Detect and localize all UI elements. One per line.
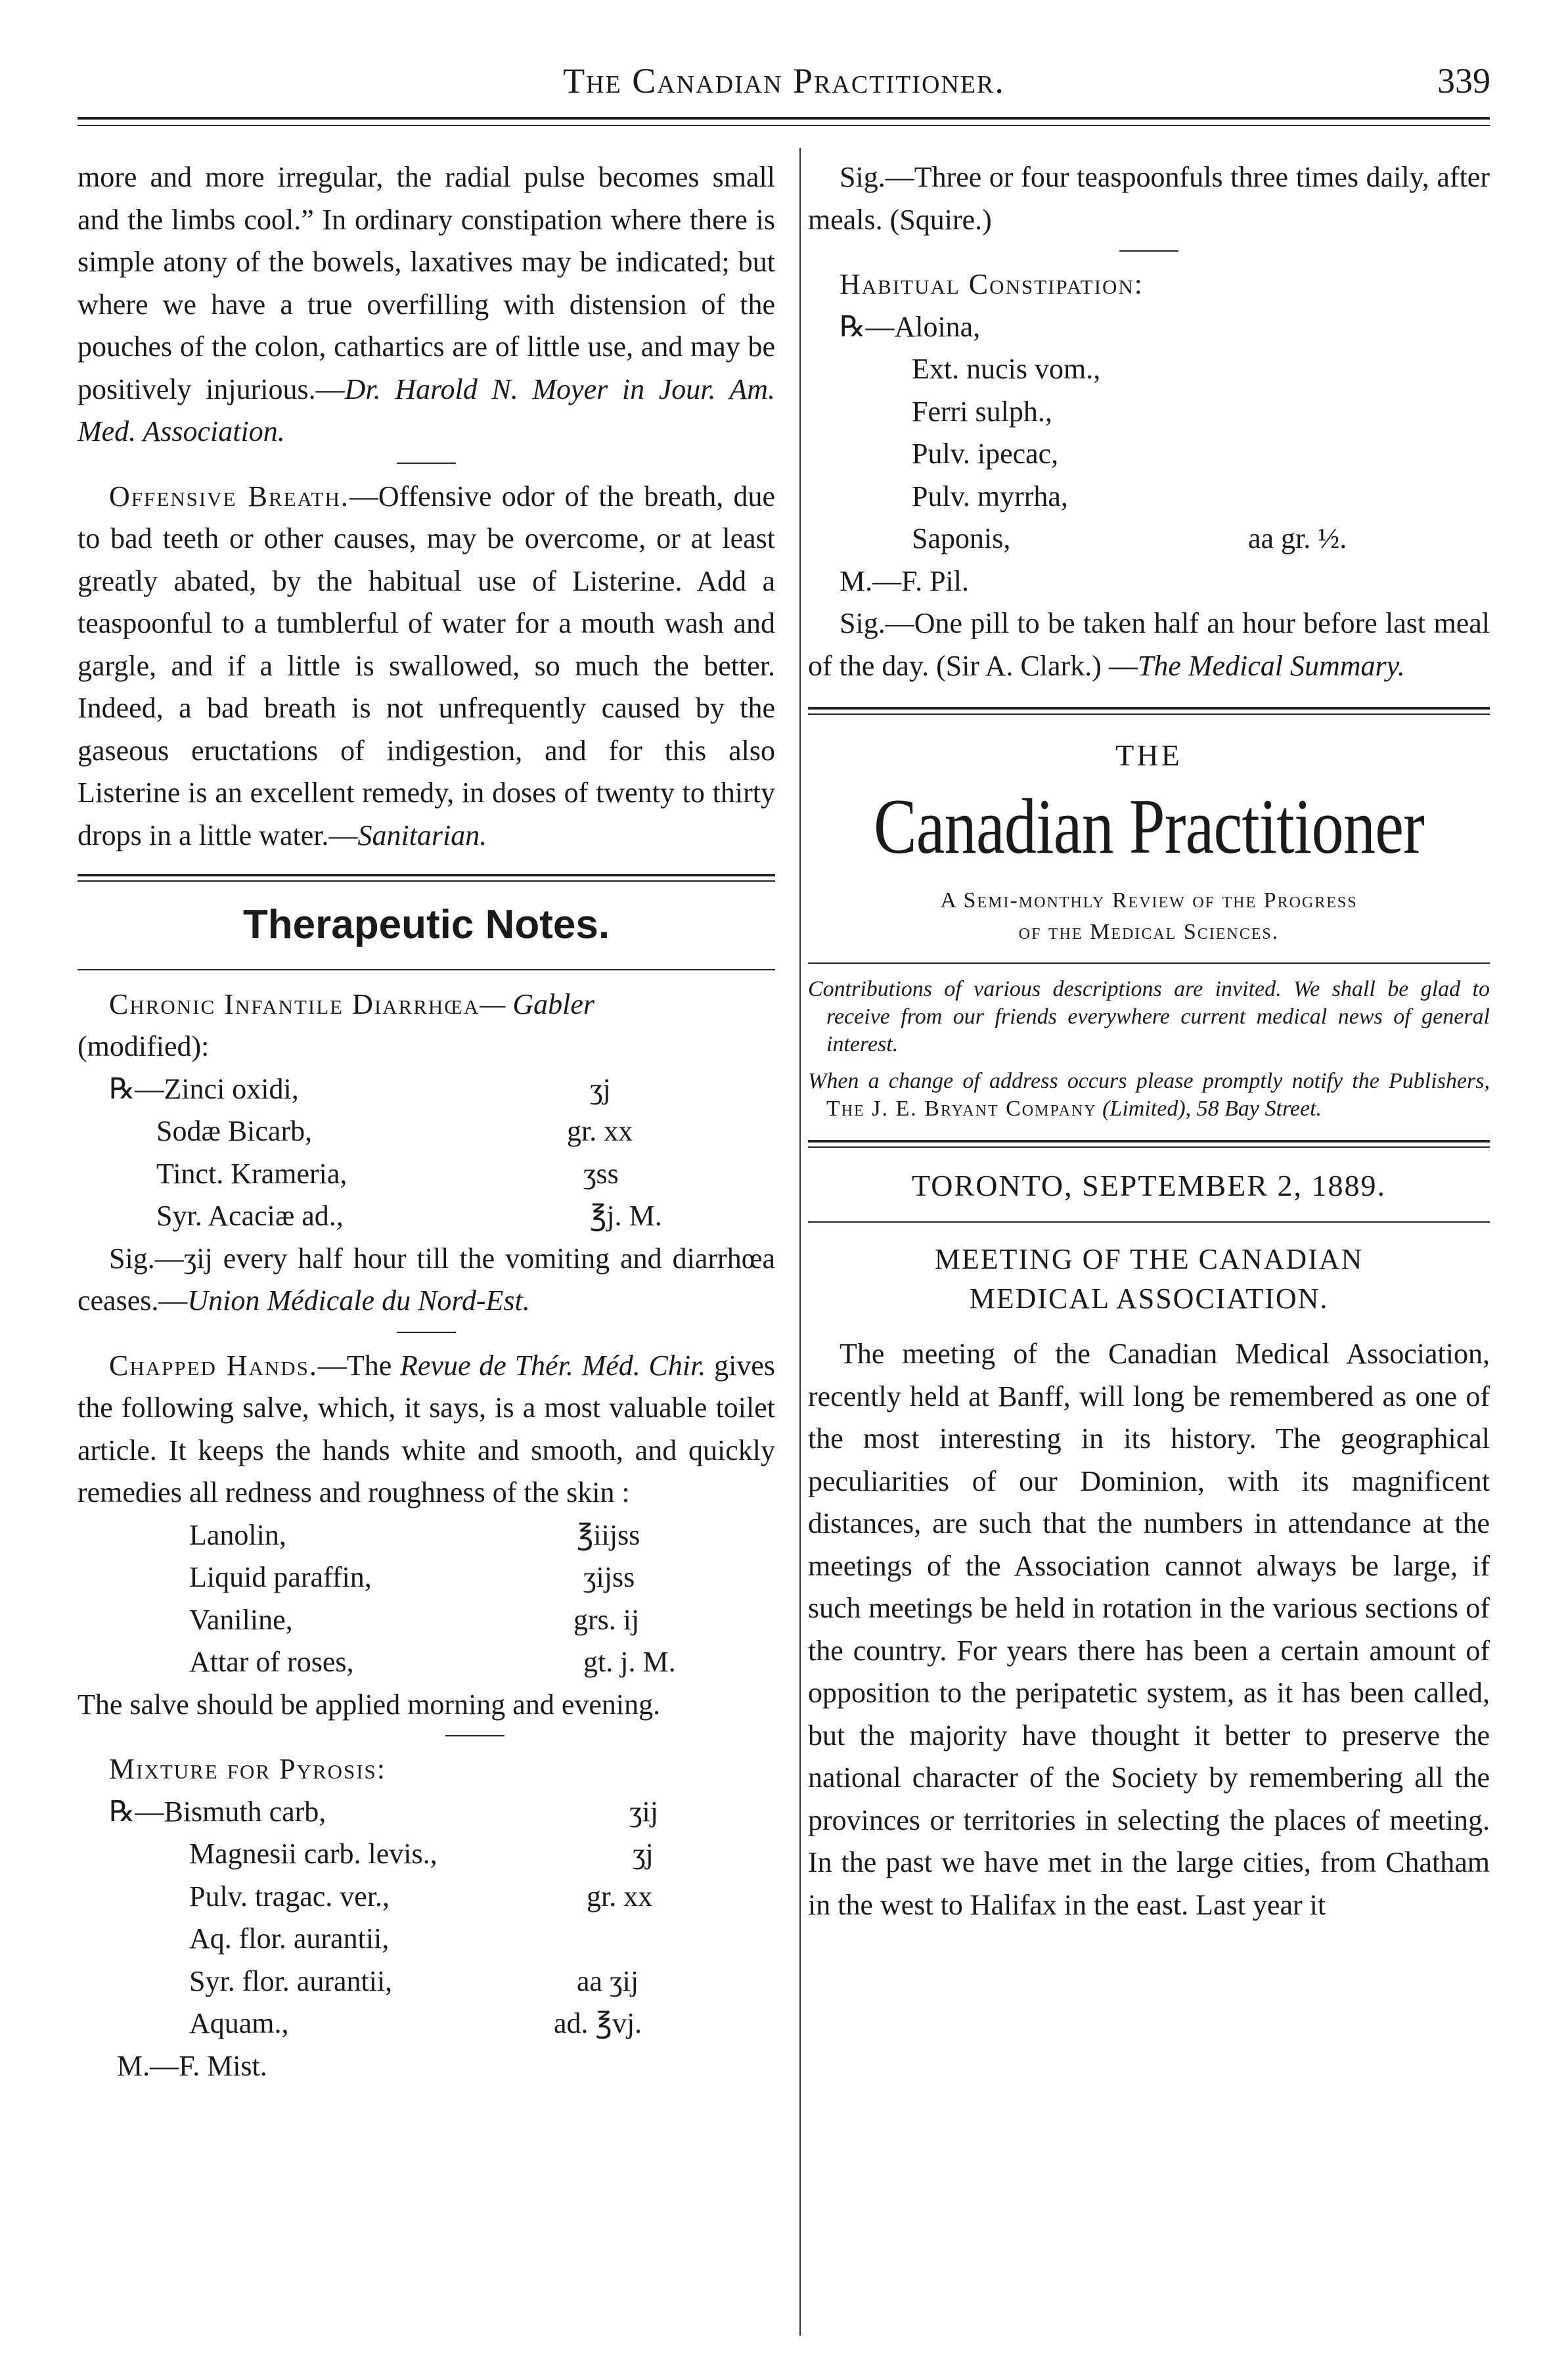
section-rule: [78, 874, 775, 876]
ingredient: Lanolin,: [189, 1518, 286, 1551]
diarrhoea-modified: (modified):: [78, 1030, 210, 1062]
page-number: 339: [1437, 61, 1490, 101]
prescription-line: [808, 476, 1490, 518]
ingredient: Pulv. ipecac,: [912, 438, 1059, 470]
paragraph-chapped-hands: [78, 1345, 775, 1514]
masthead-subtitle-1: A Semi-monthly Review of the Progress: [940, 888, 1358, 913]
prescription-line: [808, 518, 1490, 560]
source-citation: Dr. Harold N. Moyer in Jour. Am. Med. Association.: [78, 373, 775, 447]
prescription-line: [808, 348, 1490, 391]
quantity: ʒij: [629, 1795, 658, 1828]
paragraph-text: —Offensive odor of the breath, due to bad teeth or other causes, may be overcome, or at least greatly abated, by the habitual use of Listerine. Add a teaspoonful to a tumblerful of water for a mouth wash and gargle, and if a little is swallowed, so much the better. Indeed, a bad breath is not unfrequently caused by the gaseous eructations of indigestion, and for this also Listerine is an excellent remedy, in doses of twenty to thirty drops in a little water.—: [78, 480, 776, 851]
ingredient: Sodæ Bicarb,: [156, 1115, 313, 1147]
prescription-habitual: [808, 306, 1490, 603]
prescription-line: [78, 2045, 775, 2088]
paragraph-constipation: [78, 156, 775, 453]
quantity: ʒijss: [583, 1561, 635, 1593]
masthead-the: THE: [1115, 738, 1182, 772]
section-title: Therapeutic Notes.: [242, 902, 610, 947]
prescription-hands: [78, 1514, 775, 1684]
quantity: gr. xx: [587, 1880, 653, 1913]
article-title-line: MEETING OF THE CANADIAN: [934, 1243, 1364, 1275]
masthead-subtitle-2: of the Medical Sciences.: [1018, 919, 1280, 944]
prescription-line: [808, 306, 1490, 349]
prescription-line: [78, 1514, 775, 1557]
paragraph-text: —The: [317, 1349, 401, 1382]
author: — Gabler: [480, 987, 595, 1020]
prescription-line: [78, 1195, 775, 1238]
header-rule-bottom: [78, 125, 1490, 126]
quantity: gt. j. M.: [583, 1646, 676, 1678]
ingredient: ℞—Bismuth carb,: [109, 1795, 326, 1828]
prescription-line: [78, 1876, 775, 1918]
quantity: ʒj: [633, 1838, 654, 1870]
paragraph-offensive-breath: [78, 476, 775, 857]
prescription-pyrosis: [78, 1791, 775, 2088]
prescription-line: [808, 560, 1490, 603]
masthead-rule-thin: [808, 713, 1490, 715]
hands-after: The salve should be applied morning and evening.: [78, 1688, 661, 1721]
prescription-line: [78, 1110, 775, 1153]
prescription-line: [78, 1599, 775, 1642]
left-column: [78, 156, 775, 2087]
source-citation: Sanitarian.: [357, 819, 487, 851]
masthead-title: Canadian Practitioner: [873, 782, 1425, 870]
ingredient: Aq. flor. aurantii,: [189, 1922, 390, 1955]
paragraph-text: Sig.—One pill to be taken half an hour before last meal of the day. (Sir A. Clark.) —: [808, 607, 1490, 682]
prescription-line: [78, 1918, 775, 1960]
dateline-rule-thin: [808, 1146, 1490, 1148]
journal-title: The Canadian Practitioner.: [563, 61, 1005, 101]
notice-text: When a change of address occurs please promptly notify the Publishers,: [808, 1068, 1490, 1093]
prescription-line: [78, 1068, 775, 1111]
dateline-rule-below: [808, 1221, 1490, 1223]
ingredient: Pulv. tragac. ver.,: [189, 1880, 390, 1913]
paragraph-text: Sig.—ʒij every half hour till the vomiting and diarrhœa ceases.—: [78, 1242, 775, 1317]
section-rule-thin: [78, 880, 775, 882]
quantity: ℥iijss: [577, 1518, 640, 1551]
diarrhoea-sig: [78, 1238, 775, 1323]
diarrhoea-heading: [78, 984, 775, 1026]
separator: [397, 463, 456, 464]
item-heading: Chronic Infantile Diarrhœa: [109, 987, 480, 1020]
prescription-line: [78, 1556, 775, 1599]
pyrosis-sig: Sig.—Three or four teaspoonfuls three times daily, after meals. (Squire.): [808, 161, 1490, 236]
quantity: aa ʒij: [577, 1964, 639, 1997]
paragraph-text: gives the following salve, which, it says, is a most valuable toilet article. It keeps the hands white and smooth, and quickly remedies all redness and roughness of the skin :: [78, 1349, 775, 1508]
article-body: The meeting of the Canadian Medical Association, recently held at Banff, will long be remembered as one of the most interesting in its history. The geographical peculiarities of our Dominion, with its magnificent distances, are such that the numbers in attendance at the meetings of the Association cannot always be large, if such meetings be held in rotation in the various sections of the country. For years there has been a certain amount of opposition to the peripatetic system, as it has been called, but the majority have thought it better to preserve the national character of the Society by remembering all the provinces or territories in selecting the places of meeting. In the past we have met in the large cities, from Chatham in the west to Halifax in the east. Last year it: [808, 1338, 1490, 1921]
notice-text: (Limited), 58 Bay Street.: [1096, 1096, 1322, 1121]
publisher: The J. E. Bryant Company: [826, 1096, 1097, 1121]
item-heading: Chapped Hands.: [109, 1349, 318, 1382]
quantity: gr. xx: [567, 1115, 633, 1147]
dateline-rule: [808, 1140, 1490, 1143]
habitual-heading: Habitual Constipation:: [840, 268, 1144, 300]
source-citation: Union Médicale du Nord-Est.: [187, 1284, 530, 1317]
ingredient: Ext. nucis vom.,: [912, 353, 1101, 385]
ingredient: Pulv. myrrha,: [912, 480, 1068, 512]
prescription-diarrhoea: [78, 1068, 775, 1238]
ingredient: Saponis,: [912, 522, 1011, 555]
header-rule-top: [78, 117, 1490, 120]
ingredient: M.—F. Mist.: [117, 2049, 267, 2082]
pyrosis-heading: Mixture for Pyrosis:: [109, 1753, 387, 1785]
ingredient: Aquam.,: [189, 2007, 289, 2039]
prescription-line: [78, 1960, 775, 2003]
prescription-line: [78, 1791, 775, 1834]
notice-contributions: Contributions of various descriptions are invited. We shall be glad to receive from our friends everywhere current medical news of general interest.: [808, 976, 1490, 1056]
ingredient: ℞—Zinci oxidi,: [109, 1072, 299, 1105]
prescription-line: [78, 1833, 775, 1876]
separator: [397, 1332, 456, 1333]
ingredient: Liquid paraffin,: [189, 1561, 372, 1593]
article-title: [808, 1240, 1490, 1319]
section-rule-below: [78, 969, 775, 970]
right-column: [808, 156, 1490, 1926]
habitual-sig: [808, 602, 1490, 687]
ingredient: M.—F. Pil.: [840, 564, 969, 597]
ingredient: Syr. flor. aurantii,: [189, 1964, 393, 1997]
prescription-line: [78, 2003, 775, 2045]
ingredient: Ferri sulph.,: [912, 395, 1052, 428]
quantity: ℥j. M.: [590, 1200, 662, 1232]
paragraph-text: more and more irregular, the radial pulse becomes small and the limbs cool.” In ordinary constipation where there is simple atony of the bowels, laxatives may be indicated; but where we have a true overfilling with distension of the pouches of the colon, cathartics are of little use, and may be positively injurious.—: [78, 161, 775, 405]
item-heading: Offensive Breath.: [109, 480, 349, 512]
running-head: [0, 60, 1568, 106]
quantity: ʒss: [583, 1157, 619, 1190]
prescription-line: [78, 1153, 775, 1196]
notice-address: [808, 1068, 1490, 1123]
quantity: ad. ℥vj.: [554, 2007, 642, 2039]
dateline: TORONTO, SEPTEMBER 2, 1889.: [912, 1168, 1386, 1202]
quantity: ʒj: [590, 1072, 611, 1105]
ingredient: Vaniline,: [189, 1603, 293, 1636]
source-citation: The Medical Summary.: [1137, 649, 1405, 682]
ingredient: Magnesii carb. levis.,: [189, 1838, 437, 1870]
ingredient: Syr. Acaciæ ad.,: [156, 1200, 344, 1232]
prescription-line: [78, 1641, 775, 1684]
quantity: aa gr. ½.: [1248, 522, 1347, 555]
prescription-line: [808, 433, 1490, 476]
column-divider: [799, 148, 801, 2336]
prescription-line: [808, 391, 1490, 434]
article-title-line: MEDICAL ASSOCIATION.: [969, 1282, 1329, 1315]
masthead-rule: [808, 707, 1490, 710]
ingredient: Tinct. Krameria,: [156, 1157, 347, 1190]
separator: [445, 1735, 504, 1736]
ingredient: Attar of roses,: [189, 1646, 354, 1678]
separator: [1119, 250, 1178, 252]
quantity: grs. ij: [573, 1603, 640, 1636]
journal-name: Revue de Thér. Méd. Chir.: [400, 1349, 706, 1382]
ingredient: ℞—Aloina,: [840, 310, 981, 343]
